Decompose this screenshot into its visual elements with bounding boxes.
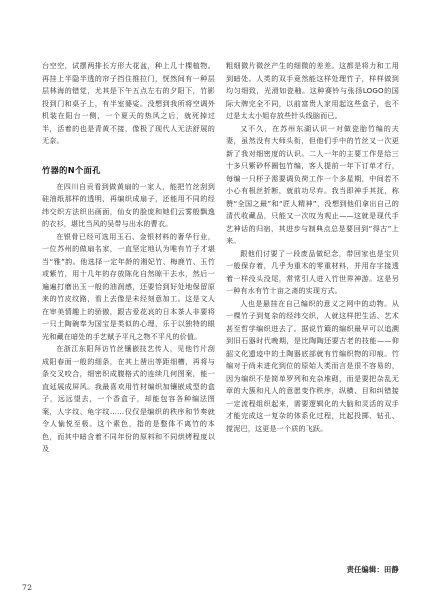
editor-credit: 责任编辑：田静 — [346, 565, 399, 574]
section-heading: 竹器的N个面孔 — [42, 164, 101, 175]
article-paragraph: 在四川自贡看到做黄扇的一家人，能把竹丝刮到硅油纸那样的透明，再编织成扇子，还能用不同的经纬交织方法织出画面，仙女的脸庞和她们云雾般飘逸的衣衫，堪比当风的吴带与出水的曹衣。 — [42, 181, 215, 228]
page-number: 72 — [22, 583, 33, 592]
article-paragraph: 粗细微片微丝产生的细微的差差。这都是将力和工用到暗处。人类的双手竟然能这样处理竹子，样样做到均匀细致，光滑如瓷釉。这种赛铃与张扬LOGO的国际大牌完全不同，以前富贵人家用起这些盒子，也不过是太太小姐存放些针头线脑而已。 — [226, 61, 399, 120]
article-paragraph: 在银骨已经可选用玉石、金银材料的奢华行业，一位苏州的做扇名家，一直坚定地认为唯有竹子才堪当“雅”韵。他选择一定年龄的湘妃竹、梅鹿竹、玉竹或紫竹，用十几年的存放陈化自然晾干去水，然后一遍遍打磨出玉一般的油润感，还要恰到好处地保留原来的竹皮纹路，看上去像是未经刻意加工。这是文人在审美情趣上的骄傲，跟吉爱花哀的日本茶人非要将一只土陶碗奉为国宝是类似的心理，乐于以独特的眼光和藏在暗处的手艺赋予平凡之物不平凡的价值。 — [42, 231, 215, 341]
article-paragraph: 在浙江东阳拜访竹丝镶嵌技艺传人，见他竹片刮成阳春面一般的细条，在其上凿出等距细槽，再将与条交叉咬合，细密织成腹格式的连续几何图案，能一直延展成屏风。我最喜欢用竹材编织加镶嵌成型的盒子，远远望去，一个香盒子，却能包容各种编法图案，人字纹、龟字纹……仅仅是编织的秩序和节奏就令人愉悦至极。这个素色，指的是整体不离竹的本色，而其中暗含着不同年份的原料和不同烘烤程度以及 — [42, 344, 215, 453]
article-paragraph: 跟他们讨要了一段废品做纪念，带回家也是宝贝一般保存着，几乎为重木的零重材料，并用存字接透着一样没头没尾，常常引人进入竹世界神游。这是另一种有水有竹十亩之斋的实现方式。 — [226, 248, 399, 295]
left-text-column — [42, 60, 215, 456]
right-text-column — [226, 60, 399, 435]
article-paragraph: 台空空，试摆两排长方形大花盆，种上几十棵植物。再挂上半隐半透的帘子挡住推拉门，恍然间有一种层层林海的错觉，尤其是下午五点左右的夕阳下，竹影投到门和桌子上，有半室婆娑。没想到我所将空调外机装在阳台一侧，一个夏天的热风之后，就死掉过半，活着的也是青黄不接，像极了现代人无法舒展的无奈。 — [42, 61, 215, 145]
article-paragraph: 又不久，在苏州东湖认识一对做瓷胎竹编的夫妻，虽然没有大师头衔，但他们手中的竹丝又一次更新了我对细密度的认识。二人一年的主要工作是给三十多只紫砂杯圈包竹编，客人提前一年下订单才行，每编一只杯子需要调负荷工作一个多星期，中间若不小心有根丝折断，就前功尽弃。我当即神手其抚，称赞“全国之最”和“匠人精神”，没想到他们拿出自己的清代收藏品，只能又一次叹为观止——这就是现代手艺神话的归宿，其进步与制典点总是要回到“得古”上来。 — [226, 123, 399, 245]
article-paragraph: 人也是悬挂在自己编织的意义之网中的动物。从一棵竹子到复杂的经纬交织，人就这样把生活、艺术甚至哲学编织进去了。据说竹簸的编织最早可以追溯到旧石器时代晚期，是比陶陶还要古老的技能——仰韶文化遗迹中的土陶器底部就有竹编织物的印痕。竹编对于尚未进化到位的原始人类而言是很不容易的，因为编织不是简单罗列和充杂堆砌，而是要把杂乱无章的大簇和凡人的意愿变作秩序，纵横、目和纠错接一定流程组织起来，需要逻辑化的大脑和灵活的双手才能完成这一复杂的体系化过程，比起投掷、钻孔、搅泥巴，这更是一个质的飞跃。 — [226, 298, 399, 433]
